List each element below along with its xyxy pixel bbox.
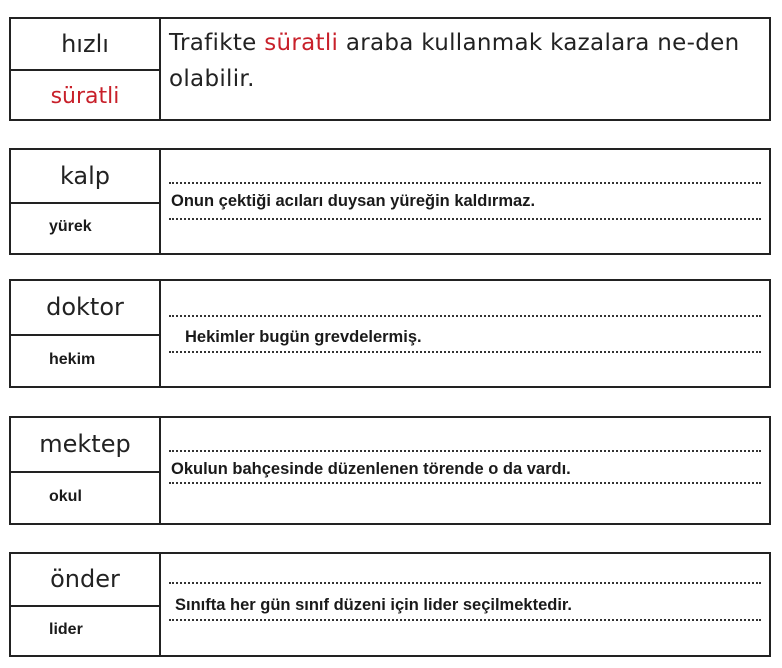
word-box (11, 19, 161, 119)
synonym-answer: hekim (49, 350, 96, 368)
answer-sentence: Okulun bahçesinde düzenlenen törende o da vardı. (171, 460, 571, 478)
dotted-line (169, 450, 761, 452)
synonym-label: süratli (50, 83, 120, 109)
sentence-box (161, 19, 769, 119)
word-label: kalp (11, 150, 159, 204)
synonym-answer: yürek (49, 218, 92, 236)
word-box (11, 150, 161, 253)
answer-sentence: Sınıfta her gün sınıf düzeni için lider seçilmektedir. (175, 596, 573, 614)
dotted-line (169, 218, 761, 220)
sentence-box[interactable] (161, 281, 769, 386)
word-card-3 (9, 279, 771, 388)
word-card-1 (9, 17, 771, 121)
dotted-line (169, 482, 761, 484)
example-sentence-end: araba kullanmak kazalara ne-den olabilir. (169, 30, 740, 92)
word-box (11, 554, 161, 655)
dotted-line (169, 582, 761, 584)
word-label: doktor (11, 281, 159, 336)
sentence-box[interactable] (161, 554, 769, 655)
word-card-4 (9, 416, 771, 525)
dotted-line (169, 351, 761, 353)
synonym-answer: okul (49, 487, 82, 505)
answer-sentence: Hekimler bugün grevdelermiş. (185, 328, 422, 346)
word-card-5 (9, 552, 771, 657)
word-box (11, 418, 161, 523)
dotted-line (169, 315, 761, 317)
dotted-line (169, 619, 761, 621)
dotted-line (169, 182, 761, 184)
word-label: hızlı (11, 19, 159, 71)
word-box (11, 281, 161, 386)
example-sentence (169, 25, 755, 97)
highlighted-word: süratli (264, 30, 339, 56)
word-label: mektep (11, 418, 159, 473)
word-label: önder (11, 554, 159, 607)
word-card-2 (9, 148, 771, 255)
example-sentence-start: Trafikte (169, 30, 265, 56)
sentence-box[interactable] (161, 150, 769, 253)
synonym-answer: lider (49, 620, 83, 638)
answer-sentence: Onun çektiği acıları duysan yüreğin kaldırmaz. (171, 192, 536, 210)
sentence-box[interactable] (161, 418, 769, 523)
